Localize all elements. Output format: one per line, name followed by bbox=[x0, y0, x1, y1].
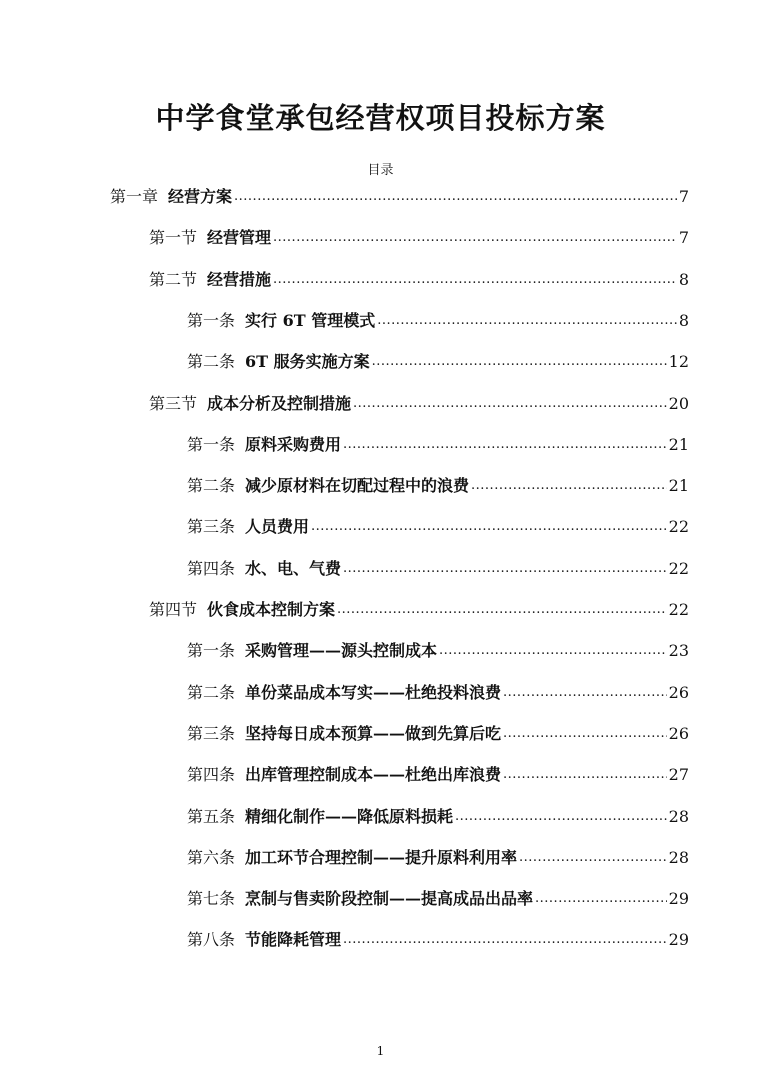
toc-entry-page-number: 22 bbox=[668, 600, 689, 619]
toc-entry[interactable] bbox=[149, 385, 689, 415]
toc-entry-page-number: 26 bbox=[668, 682, 689, 702]
toc-entry[interactable] bbox=[149, 219, 689, 249]
dot-leader bbox=[234, 188, 677, 208]
toc-entry-title: 单份菜品成本写实——杜绝投料浪费 bbox=[245, 682, 502, 702]
toc-entry-label: 第二节 bbox=[149, 269, 198, 289]
toc-entry-page-number: 23 bbox=[668, 641, 689, 661]
dot-leader bbox=[343, 931, 667, 951]
toc-entry-page-number: 8 bbox=[678, 310, 689, 330]
toc-entry-page-number: 29 bbox=[668, 889, 689, 909]
toc-entry-label: 第六条 bbox=[187, 847, 236, 867]
toc-entry-page-number: 26 bbox=[668, 723, 689, 743]
toc-entry-label: 第一条 bbox=[187, 434, 236, 454]
page-number-footer: 1 bbox=[376, 1044, 385, 1058]
toc-entry-page-number: 21 bbox=[668, 476, 689, 496]
toc-entry-title: 人员费用 bbox=[245, 517, 310, 537]
toc-entry-title: 水、电、气费 bbox=[245, 558, 342, 578]
toc-entry-title: 6T 服务实施方案 bbox=[245, 352, 370, 372]
toc-entry[interactable] bbox=[187, 756, 689, 786]
toc-entry-label: 第四条 bbox=[187, 765, 236, 785]
dot-leader bbox=[343, 560, 667, 580]
dot-leader bbox=[439, 642, 667, 662]
toc-entry-page-number: 27 bbox=[668, 765, 689, 785]
toc-entry-title: 出库管理控制成本——杜绝出库浪费 bbox=[245, 765, 502, 785]
toc-entry-label: 第一条 bbox=[187, 641, 236, 661]
toc-entry-label: 第三条 bbox=[187, 517, 236, 537]
toc-entry-label: 第二条 bbox=[187, 352, 236, 372]
document-title: 中学食堂承包经营权项目投标方案 bbox=[155, 101, 606, 135]
toc-entry-title: 烹制与售卖阶段控制——提高成品出品率 bbox=[245, 889, 534, 909]
toc-entry[interactable] bbox=[187, 550, 689, 580]
toc-entry-title: 采购管理——源头控制成本 bbox=[245, 641, 438, 661]
dot-leader bbox=[503, 725, 667, 745]
dot-leader bbox=[343, 436, 667, 456]
dot-leader bbox=[503, 684, 667, 704]
toc-entry-title: 实行 6T 管理模式 bbox=[245, 310, 376, 330]
toc-entry-title: 精细化制作——降低原料损耗 bbox=[245, 806, 454, 826]
toc-entry-title: 节能降耗管理 bbox=[245, 930, 342, 950]
toc-entry[interactable] bbox=[187, 343, 689, 373]
toc-entry-page-number: 7 bbox=[678, 228, 689, 248]
toc-entry-page-number: 28 bbox=[668, 847, 689, 867]
toc-entry-label: 第一章 bbox=[110, 187, 159, 206]
toc-entry-page-number: 29 bbox=[668, 930, 689, 950]
toc-entry-label: 第七条 bbox=[187, 889, 236, 909]
toc-entry-title: 减少原材料在切配过程中的浪费 bbox=[245, 476, 470, 496]
toc-entry-title: 伙食成本控制方案 bbox=[207, 600, 336, 619]
toc-entry[interactable] bbox=[187, 467, 689, 497]
toc-entry-title: 经营方案 bbox=[168, 187, 233, 206]
toc-entry[interactable] bbox=[187, 921, 689, 951]
toc-entry-page-number: 8 bbox=[678, 269, 689, 289]
toc-entry-label: 第五条 bbox=[187, 806, 236, 826]
toc-entry-label: 第四节 bbox=[149, 600, 198, 619]
toc-entry[interactable] bbox=[187, 674, 689, 704]
toc-entry-title: 成本分析及控制措施 bbox=[207, 393, 352, 413]
toc-entry[interactable] bbox=[187, 880, 689, 910]
toc-entry-label: 第一节 bbox=[149, 228, 198, 248]
toc-entry-label: 第三节 bbox=[149, 393, 198, 413]
toc-entry-title: 加工环节合理控制——提升原料利用率 bbox=[245, 847, 518, 867]
toc-entry[interactable] bbox=[187, 839, 689, 869]
dot-leader bbox=[353, 395, 667, 415]
dot-leader bbox=[377, 312, 677, 332]
dot-leader bbox=[337, 601, 667, 621]
toc-entry-page-number: 21 bbox=[668, 434, 689, 454]
toc-entry-page-number: 12 bbox=[668, 352, 689, 372]
toc-entry-title: 经营措施 bbox=[207, 269, 272, 289]
toc-entry-label: 第二条 bbox=[187, 682, 236, 702]
toc-entry[interactable] bbox=[149, 591, 689, 621]
toc-entry[interactable] bbox=[149, 261, 689, 291]
dot-leader bbox=[273, 229, 677, 249]
toc-entry[interactable] bbox=[187, 798, 689, 828]
dot-leader bbox=[519, 849, 667, 869]
dot-leader bbox=[535, 890, 667, 910]
toc-entry-title: 原料采购费用 bbox=[245, 434, 342, 454]
toc-entry-title: 经营管理 bbox=[207, 228, 272, 248]
toc-entry[interactable] bbox=[187, 632, 689, 662]
toc-entry-label: 第四条 bbox=[187, 558, 236, 578]
toc-entry-page-number: 7 bbox=[678, 187, 689, 206]
toc-entry-label: 第三条 bbox=[187, 723, 236, 743]
toc-entry-page-number: 22 bbox=[668, 517, 689, 537]
toc-entry[interactable] bbox=[187, 508, 689, 538]
toc-entry[interactable] bbox=[187, 426, 689, 456]
dot-leader bbox=[372, 353, 667, 373]
toc-entry-page-number: 28 bbox=[668, 806, 689, 826]
dot-leader bbox=[455, 808, 667, 828]
dot-leader bbox=[311, 518, 667, 538]
toc-entry-page-number: 22 bbox=[668, 558, 689, 578]
toc-entry-label: 第一条 bbox=[187, 310, 236, 330]
toc-entry-label: 第八条 bbox=[187, 930, 236, 950]
toc-entry-title: 坚持每日成本预算——做到先算后吃 bbox=[245, 723, 502, 743]
toc-entry[interactable] bbox=[187, 302, 689, 332]
dot-leader bbox=[273, 271, 677, 291]
toc-entry-page-number: 20 bbox=[668, 393, 689, 413]
toc-entry-label: 第二条 bbox=[187, 476, 236, 496]
toc-entry[interactable] bbox=[110, 178, 689, 208]
toc-entry[interactable] bbox=[187, 715, 689, 745]
dot-leader bbox=[503, 766, 667, 786]
toc-heading: 目录 bbox=[367, 163, 394, 178]
dot-leader bbox=[471, 477, 667, 497]
